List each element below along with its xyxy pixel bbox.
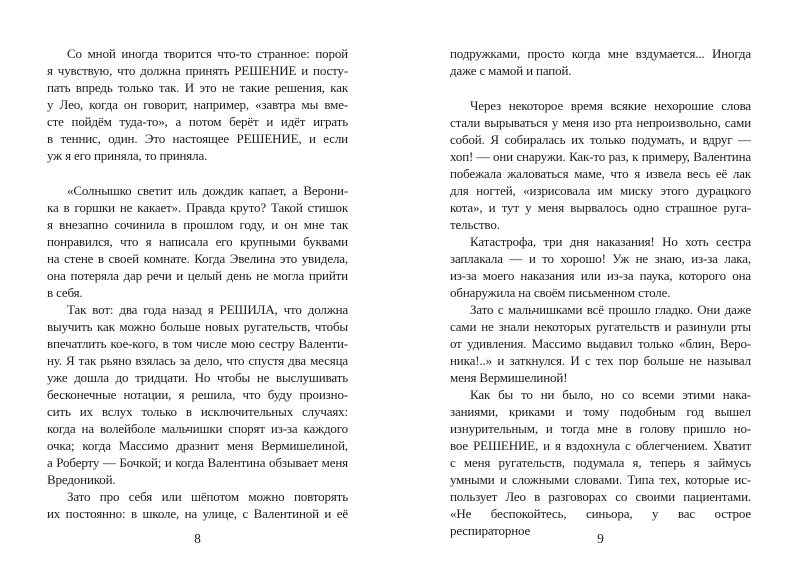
text-line: пать впредь только так. И это не такие решения, как xyxy=(47,80,348,95)
text-line: с меня ругательств, подумала я, теперь я займусь xyxy=(450,455,751,470)
text-line: сте пойдём туда-то», а потом берёт и идёт играть xyxy=(47,114,348,129)
text-line: ка в горшки не какает». Правда круто? Такой стишок xyxy=(47,200,348,215)
text-line: пользует Лео в разговорах со своими пациентами. xyxy=(450,489,751,504)
book-page-right xyxy=(450,45,751,555)
text-line: собой. Я собиралась их только подумать, и вдруг — xyxy=(450,132,751,147)
paragraph xyxy=(47,488,348,522)
text-line: тельство. xyxy=(450,217,500,232)
text-line: подружками, просто когда мне вздумается... Иногда xyxy=(450,46,751,61)
text-line: Со мной иногда творится что-то странное: порой xyxy=(67,46,348,61)
text-line: от удивления. Массимо выдавил только «блин, Веро- xyxy=(450,336,751,351)
text-line: Через некоторое время всякие нехорошие слова xyxy=(470,98,751,113)
text-line: кота», и тут у меня вырвалось одно страшное руга- xyxy=(450,200,751,215)
book-page-left xyxy=(47,45,348,555)
text-line: для ногтей, «изрисовала им миску этого дурацкого xyxy=(450,183,751,198)
page-number-left: 8 xyxy=(194,531,201,546)
text-line: я внезапно сочинила в прошлом году, и он мне так xyxy=(47,217,348,232)
paragraph xyxy=(450,233,751,301)
text-line: «Не беспокойтесь, синьора, у вас острое респираторное xyxy=(450,506,751,538)
text-line: заплакала — и то хорошо! Уж не знаю, из-за лака, xyxy=(450,251,751,266)
text-line: ника!..» и заткнулся. И с тех пор больше не называл xyxy=(450,353,751,368)
text-line: изнурительным, и тогда мне в голову пришло но- xyxy=(450,421,751,436)
text-line: «Солнышко светит иль дождик капает, а Верони- xyxy=(67,183,348,198)
text-line: у Лео, когда он говорит, например, «завтра мы вме- xyxy=(47,97,348,112)
paragraph xyxy=(450,45,751,79)
text-line: уже дошла до тридцати. Но чтобы не выслушивать xyxy=(47,370,348,385)
text-line: когда на волейболе мальчишки спорят из-за каждого xyxy=(47,421,348,436)
text-line: она потеряла дар речи и целый день не могла прийти xyxy=(47,268,348,283)
text-line: а Роберту — Бочкой; и когда Валентина обзывает меня xyxy=(47,455,348,470)
paragraph xyxy=(450,301,751,386)
paragraph xyxy=(47,45,348,164)
text-line: в себя. xyxy=(47,285,83,300)
text-line: Катастрофа, три дня наказания! Но хоть сестра xyxy=(470,234,751,249)
text-line: понравился, что я написала его крупными буквами xyxy=(47,234,348,249)
paragraph xyxy=(450,97,751,233)
text-line: умными и сложными словами. Типа тех, которые ис- xyxy=(450,472,751,487)
text-line: заниями, криками и тому подобным год вышел xyxy=(450,404,751,419)
text-line: Как бы то ни было, но со всеми этими нака- xyxy=(470,387,751,402)
page-left-text-column xyxy=(47,45,348,522)
text-line: даже с мамой и папой. xyxy=(450,63,572,78)
text-line: впечатлить кое-кого, в том числе мою сестру Валенти- xyxy=(47,336,348,351)
text-line: Зато про себя или шёпотом можно повторять xyxy=(67,489,348,504)
text-line: стали вырываться у меня изо рта непроизвольно, сами xyxy=(450,115,751,130)
text-line: вое РЕШЕНИЕ, и я вздохнула с облегчением. Хватит xyxy=(450,438,751,453)
text-line: уж я его приняла, то приняла. xyxy=(47,148,208,163)
text-line: Зато с мальчишками всё прошло гладко. Они даже xyxy=(470,302,751,317)
text-line: в теннис, один. Это настоящее РЕШЕНИЕ, и если xyxy=(47,131,348,146)
text-line: сами не знали некоторых ругательств и разинули рты xyxy=(450,319,751,334)
text-line: бесконечные нотации, я решила, что буду произно- xyxy=(47,387,348,402)
text-line: их постоянно: в школе, на улице, с Валентиной и её xyxy=(47,506,348,521)
text-line: из-за моего наказания или из-за паука, которого она xyxy=(450,268,751,283)
paragraph xyxy=(450,386,751,539)
text-line: Так вот: два года назад я РЕШИЛА, что должна xyxy=(67,302,348,317)
text-line: выучить как можно больше новых ругательств, чтобы xyxy=(47,319,348,334)
text-line: очка; когда Массимо дразнит меня Вермишелиной, xyxy=(47,438,348,453)
text-line: сить их вслух только в исключительных случаях: xyxy=(47,404,348,419)
page-right-text-column xyxy=(450,45,751,539)
text-line: я чувствую, что должна принять РЕШЕНИЕ и посту- xyxy=(47,63,348,78)
text-line: хоп! — они снаружи. Как-то раз, к примеру, Валентина xyxy=(450,149,751,164)
page-number-right: 9 xyxy=(597,531,604,546)
text-line: Вредоникой. xyxy=(47,472,116,487)
paragraph xyxy=(47,182,348,301)
text-line: побежала жаловаться маме, что я извела весь её лак xyxy=(450,166,751,181)
text-line: на стене в своей комнате. Когда Эвелина это увидела, xyxy=(47,251,348,266)
text-line: обнаружила на своём письменном столе. xyxy=(450,285,671,300)
paragraph xyxy=(47,301,348,488)
text-line: ну. Я так рьяно взялась за дело, что спустя два месяца xyxy=(47,353,348,368)
text-line: меня Вермишелиной! xyxy=(450,370,568,385)
